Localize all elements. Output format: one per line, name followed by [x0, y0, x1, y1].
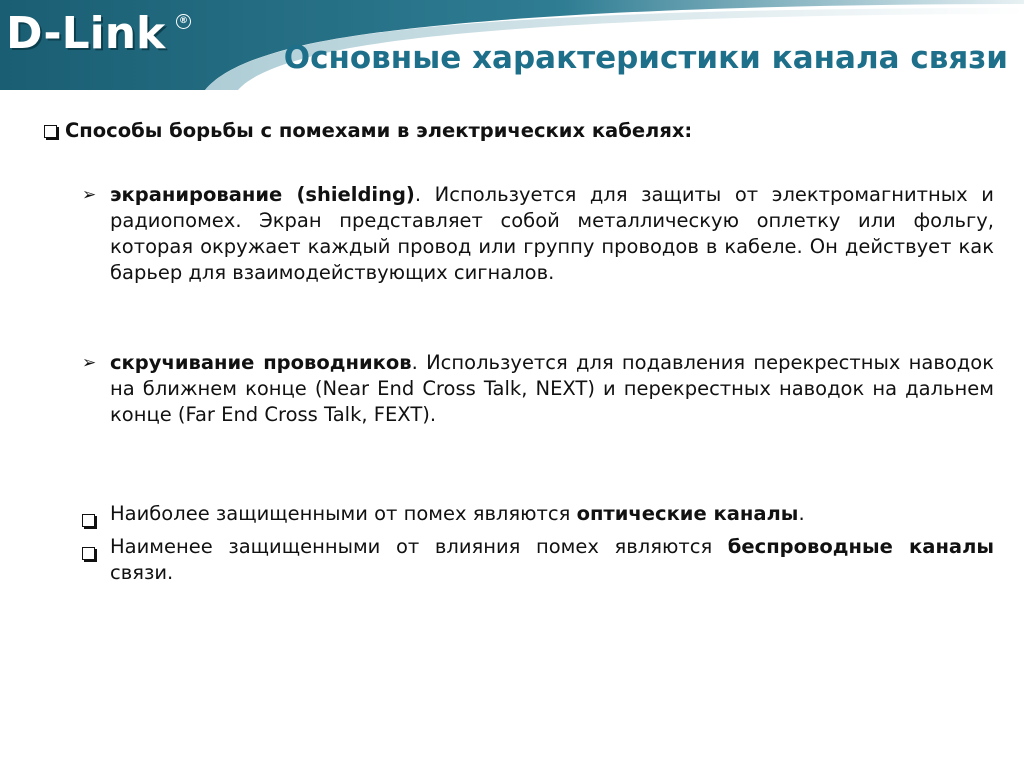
note-optical — [82, 501, 994, 527]
bullet-text: . Используется для защиты от электромагнитных и радиопомех. Экран представляет собой металлическую оплетку или фольгу, которая окружает каждый провод или группу проводов в кабеле. Он действует как барьер для взаимодействующих сигналов. — [110, 183, 994, 284]
bullet-twisting — [82, 350, 994, 428]
checkbox-bullet-icon — [82, 540, 95, 566]
checkbox-bullet-icon — [44, 125, 57, 138]
note-optical-body — [110, 501, 994, 527]
arrow-bullet-icon: ➢ — [82, 185, 97, 205]
bullet-shielding-body — [110, 182, 994, 286]
bullet-term: скручивание проводников — [110, 351, 412, 374]
note-text: Наиболее защищенными от помех являются — [110, 502, 577, 525]
bullet-term: экранирование (shielding) — [110, 183, 415, 206]
note-bold: беспроводные каналы — [727, 535, 994, 558]
note-wireless — [82, 534, 994, 586]
note-text: связи. — [110, 561, 174, 584]
arrow-bullet-icon: ➢ — [82, 353, 97, 373]
note-text: . — [798, 502, 805, 525]
bullet-shielding — [82, 182, 994, 286]
checkbox-bullet-icon — [82, 507, 95, 533]
bullet-text: . Используется для подавления перекрестных наводок на ближнем конце (Near End Cross Talk, NEXT) и перекрестных наводок на дальнем конце (Far End Cross Talk, FEXT). — [110, 351, 994, 426]
dlink-logo: D-Link — [6, 8, 166, 59]
note-bold: оптические каналы — [576, 502, 799, 525]
note-text: Наименее защищенными от влияния помех являются — [110, 535, 728, 558]
section-heading — [44, 118, 1004, 144]
slide-title: Основные характеристики канала связи — [283, 40, 1008, 76]
registered-mark-icon: ® — [176, 14, 191, 29]
note-wireless-body — [110, 534, 994, 586]
section-heading-text: Способы борьбы с помехами в электрических кабелях: — [65, 119, 693, 142]
bullet-twisting-body — [110, 350, 994, 428]
